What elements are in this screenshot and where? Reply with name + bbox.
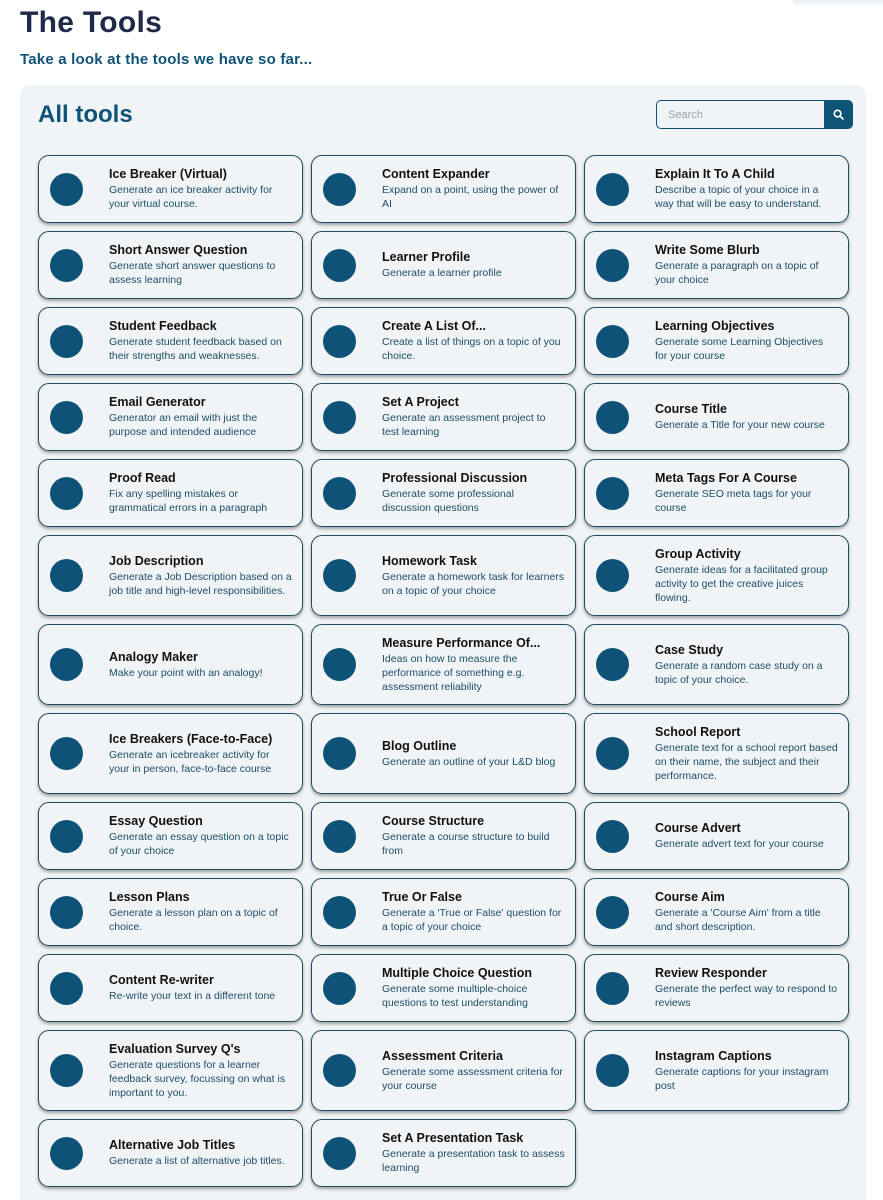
tool-icon (323, 820, 356, 853)
tool-card[interactable] (38, 231, 303, 299)
tool-description: Generate an ice breaker activity for your virtual course. (109, 184, 273, 210)
tool-description: Generate short answer questions to assess learning (109, 260, 276, 286)
tool-icon (50, 648, 83, 681)
tool-text (382, 395, 565, 439)
tool-icon (50, 401, 83, 434)
tool-description: Generate a paragraph on a topic of your choice (655, 260, 819, 286)
tool-description: Generate a 'Course Aim' from a title and short description. (655, 907, 821, 933)
tool-card[interactable] (584, 383, 849, 451)
tool-icon (50, 173, 83, 206)
tool-title: Course Aim (655, 890, 725, 904)
tool-title: Course Title (655, 402, 728, 416)
tool-icon (323, 477, 356, 510)
tool-card[interactable] (311, 307, 576, 375)
tool-icon (596, 737, 629, 770)
tool-card[interactable] (311, 624, 576, 705)
tool-text (109, 650, 263, 680)
tool-icon (596, 1054, 629, 1087)
tool-text (109, 554, 292, 598)
tool-icon (323, 249, 356, 282)
tool-card[interactable] (38, 878, 303, 946)
tool-icon (50, 477, 83, 510)
tool-title: Student Feedback (109, 319, 217, 333)
tool-text (382, 814, 565, 858)
tool-icon (596, 173, 629, 206)
tool-card[interactable] (38, 802, 303, 870)
tool-icon (323, 1054, 356, 1087)
tool-description: Generate captions for your instagram post (655, 1065, 829, 1092)
tool-card[interactable] (38, 954, 303, 1022)
tool-card[interactable] (38, 713, 303, 794)
tool-icon (323, 1137, 356, 1170)
tool-title: Learning Objectives (655, 319, 775, 333)
tool-description: Generate a 'True or False' question for a topic of your choice (382, 907, 562, 933)
search-button[interactable] (824, 100, 853, 129)
tool-text (382, 890, 565, 934)
tool-card[interactable] (584, 624, 849, 705)
tool-card[interactable] (38, 383, 303, 451)
tool-icon (323, 173, 356, 206)
tool-text (109, 167, 292, 211)
tool-text (655, 643, 838, 687)
tool-title: Lesson Plans (109, 890, 190, 904)
tool-text (382, 554, 565, 598)
tool-text (109, 395, 292, 439)
tool-text (655, 966, 838, 1010)
tool-description: Generate a Title for your new course (655, 419, 825, 431)
tool-card[interactable] (311, 155, 576, 223)
tool-text (109, 973, 275, 1003)
tool-text (655, 725, 838, 783)
tool-card[interactable] (584, 878, 849, 946)
tool-description: Create a list of things on a topic of you choice. (382, 336, 561, 362)
tool-icon (323, 648, 356, 681)
tool-description: Generate an essay question on a topic of your choice (109, 831, 289, 857)
tool-card[interactable] (38, 1119, 303, 1187)
tool-description: Generate a random case study on a topic of your choice. (655, 659, 823, 686)
tool-icon (50, 249, 83, 282)
tool-text (382, 471, 565, 515)
tool-description: Generate SEO meta tags for your course (655, 488, 812, 514)
tool-text (109, 814, 292, 858)
tool-description: Expand on a point, using the power of AI (382, 184, 559, 210)
tool-title: Ice Breaker (Virtual) (109, 167, 227, 181)
tool-card[interactable] (584, 155, 849, 223)
tool-card[interactable] (311, 459, 576, 527)
tool-icon (50, 1054, 83, 1087)
tool-icon (596, 325, 629, 358)
tool-title: Course Advert (655, 821, 741, 835)
tool-text (655, 402, 825, 432)
tool-card[interactable] (584, 954, 849, 1022)
tool-card[interactable] (584, 459, 849, 527)
tool-card[interactable] (311, 1119, 576, 1187)
tool-description: Generate a list of alternative job titles. (109, 1155, 285, 1167)
tool-title: Course Structure (382, 814, 485, 828)
tool-description: Generate an assessment project to test learning (382, 412, 546, 438)
tool-card[interactable] (38, 155, 303, 223)
tool-text (655, 471, 838, 515)
tool-card[interactable] (584, 535, 849, 616)
search-input[interactable] (656, 100, 824, 129)
tool-description: Fix any spelling mistakes or grammatical errors in a paragraph (109, 488, 268, 514)
tool-text (655, 890, 838, 934)
tool-title: Measure Performance Of... (382, 635, 541, 650)
tool-title: Email Generator (109, 395, 206, 409)
search-bar (656, 100, 853, 129)
tool-card[interactable] (584, 307, 849, 375)
tool-card[interactable] (311, 383, 576, 451)
tool-title: Explain It To A Child (655, 167, 775, 181)
tool-card[interactable] (311, 231, 576, 299)
tool-text (382, 167, 565, 211)
tool-icon (50, 820, 83, 853)
tool-card[interactable] (38, 459, 303, 527)
tool-text (109, 890, 292, 934)
tool-description: Describe a topic of your choice in a way that will be easy to understand. (655, 184, 822, 210)
tool-description: Generate a learner profile (382, 267, 502, 279)
tool-description: Re-write your text in a different tone (109, 990, 276, 1002)
tool-title: Set A Project (382, 395, 459, 409)
tool-text (109, 1138, 285, 1168)
tool-icon (50, 325, 83, 358)
tool-grid (38, 155, 849, 1187)
tool-title: Job Description (109, 553, 204, 568)
tool-card[interactable] (311, 954, 576, 1022)
tool-text (109, 471, 292, 515)
tool-card[interactable] (584, 231, 849, 299)
tool-description: Generate an outline of your L&D blog (382, 755, 556, 768)
tool-text (655, 1049, 838, 1093)
tool-text (382, 966, 565, 1010)
tool-icon (323, 737, 356, 770)
tool-title: Review Responder (655, 966, 767, 980)
tool-icon (596, 648, 629, 681)
tool-card[interactable] (311, 535, 576, 616)
tool-title: Assessment Criteria (382, 1048, 503, 1063)
tool-card[interactable] (584, 713, 849, 794)
tool-text (655, 319, 838, 363)
tool-title: Evaluation Survey Q's (109, 1041, 241, 1056)
tool-icon (596, 559, 629, 592)
tool-description: Generator an email with just the purpose and intended audience (109, 412, 258, 438)
tool-description: Generate text for a school report based on their name, the subject and their performance. (655, 741, 838, 782)
tool-description: Generate student feedback based on their strengths and weaknesses. (109, 336, 282, 362)
tool-text (655, 243, 838, 287)
tool-text (109, 319, 292, 363)
tool-card[interactable] (38, 1030, 303, 1111)
tool-icon (596, 249, 629, 282)
tool-title: Proof Read (109, 471, 176, 485)
tool-card[interactable] (311, 1030, 576, 1111)
tool-text (655, 547, 838, 605)
tool-title: Meta Tags For A Course (655, 471, 797, 485)
tool-description: Generate ideas for a facilitated group activity to get the creative juices flowing. (655, 563, 828, 604)
tool-description: Generate a Job Description based on a job title and high-level responsibilities. (109, 570, 292, 597)
tool-title: Case Study (655, 642, 724, 657)
tool-text (655, 167, 838, 211)
tool-card[interactable] (311, 713, 576, 794)
page-title: The Tools (20, 6, 163, 39)
tool-title: Learner Profile (382, 250, 471, 264)
tool-text (109, 1042, 292, 1100)
tool-icon (323, 896, 356, 929)
tool-description: Make your point with an analogy! (109, 666, 263, 679)
tool-icon (596, 401, 629, 434)
tool-icon (596, 477, 629, 510)
tool-text (655, 821, 824, 851)
tool-title: Create A List Of... (382, 319, 486, 333)
tool-title: Homework Task (382, 553, 477, 568)
tool-description: Generate a homework task for learners on a topic of your choice (382, 570, 565, 597)
tool-title: Blog Outline (382, 738, 457, 753)
tool-title: Content Re-writer (109, 973, 214, 987)
tool-title: Alternative Job Titles (109, 1138, 236, 1152)
tool-card[interactable] (38, 535, 303, 616)
tool-icon (596, 972, 629, 1005)
tool-description: Ideas on how to measure the performance of something e.g. assessment reliability (382, 652, 525, 693)
tool-icon (50, 737, 83, 770)
tool-description: Generate a lesson plan on a topic of choice. (109, 907, 278, 933)
tool-text (382, 250, 502, 280)
tool-description: Generate questions for a learner feedback survey, focussing on what is important to you. (109, 1058, 286, 1099)
tool-icon (596, 820, 629, 853)
tool-description: Generate some multiple-choice questions to test understanding (382, 983, 528, 1009)
page-subtitle: Take a look at the tools we have so far... (20, 51, 313, 68)
tool-card[interactable] (584, 802, 849, 870)
tool-icon (323, 972, 356, 1005)
tool-text (382, 636, 565, 694)
tool-text (382, 739, 555, 769)
panel-title: All tools (38, 101, 133, 128)
tool-icon (323, 559, 356, 592)
tool-title: Analogy Maker (109, 649, 198, 664)
tool-title: Set A Presentation Task (382, 1131, 524, 1145)
tool-icon (50, 559, 83, 592)
tool-title: Write Some Blurb (655, 243, 760, 257)
tool-icon (50, 1137, 83, 1170)
tool-text (109, 732, 292, 776)
tool-description: Generate the perfect way to respond to reviews (655, 983, 838, 1009)
tool-card[interactable] (311, 878, 576, 946)
tool-description: Generate a course structure to build from (382, 831, 550, 857)
tool-card[interactable] (311, 802, 576, 870)
tool-description: Generate an icebreaker activity for your in person, face-to-face course (109, 748, 272, 775)
tool-description: Generate a presentation task to assess learning (382, 1148, 565, 1174)
tool-icon (596, 896, 629, 929)
top-bar-edge (793, 0, 883, 6)
tool-description: Generate advert text for your course (655, 838, 824, 850)
tool-title: Instagram Captions (655, 1048, 772, 1063)
tool-text (109, 243, 292, 287)
tool-icon (50, 972, 83, 1005)
tool-title: Professional Discussion (382, 471, 528, 485)
tool-card[interactable] (584, 1030, 849, 1111)
tool-text (382, 1049, 565, 1093)
tool-icon (323, 325, 356, 358)
tool-card[interactable] (38, 307, 303, 375)
tool-card[interactable] (38, 624, 303, 705)
tool-title: Group Activity (655, 546, 741, 561)
search-icon (833, 109, 844, 120)
tool-icon (50, 896, 83, 929)
tool-title: Content Expander (382, 167, 490, 181)
tool-title: Short Answer Question (109, 243, 248, 257)
tool-text (382, 319, 565, 363)
tool-title: School Report (655, 724, 741, 739)
tool-title: Essay Question (109, 814, 203, 828)
tool-title: Ice Breakers (Face-to-Face) (109, 731, 273, 746)
tool-title: Multiple Choice Question (382, 966, 533, 980)
tool-icon (323, 401, 356, 434)
tool-description: Generate some assessment criteria for your course (382, 1065, 563, 1092)
tool-text (382, 1131, 565, 1175)
tool-description: Generate some Learning Objectives for your course (655, 336, 824, 362)
tool-title: True Or False (382, 890, 462, 904)
tools-panel (20, 85, 866, 1200)
tool-description: Generate some professional discussion questions (382, 488, 514, 514)
